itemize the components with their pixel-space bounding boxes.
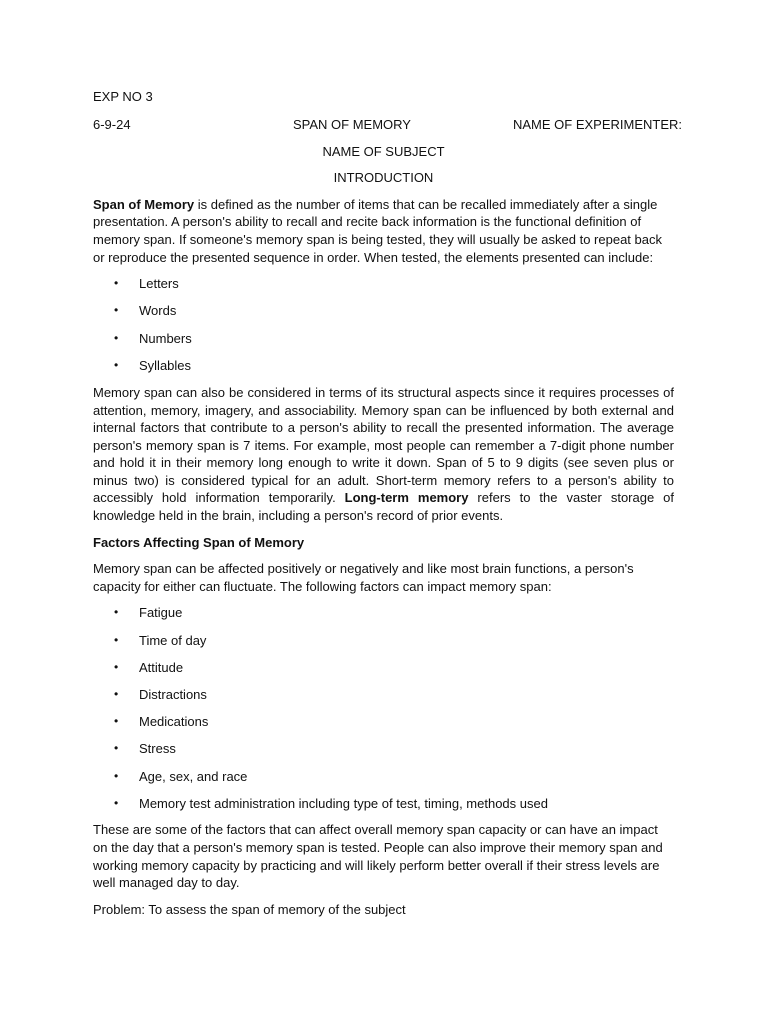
experiment-date: 6-9-24 xyxy=(93,116,131,132)
experimenter-label: NAME OF EXPERIMENTER: xyxy=(513,116,683,132)
intro-text: is defined as the number of items that can be recalled immediately after a single presentation. A person's ability to recall and recite back information is the functional definition of memory span. If someone's memory span is being tested, they will usually be asked to repeat back or reproduce the presented sequence in order. When tested, the elements presented can include: xyxy=(93,196,662,265)
list-item: • Numbers xyxy=(93,330,674,348)
list-item: • Memory test administration including type of test, timing, methods used xyxy=(93,795,674,813)
list-item: • Letters xyxy=(93,275,674,293)
experiment-number: EXP NO 3 xyxy=(93,89,153,104)
document-title: SPAN OF MEMORY xyxy=(293,116,411,132)
problem-statement: Problem: To assess the span of memory of the subject xyxy=(93,901,406,917)
intro-paragraph xyxy=(93,196,674,266)
intro-bold-lead: Span of Memory xyxy=(93,196,195,212)
header-row xyxy=(93,116,683,134)
factors-heading: Factors Affecting Span of Memory xyxy=(93,534,305,550)
conclusion-paragraph: These are some of the factors that can affect overall memory span capacity or can have an impact on the day that a person's memory span is tested. People can also improve their memory span and working memory capacity by practicing and will likely perform better overall if their stress levels are well managed day to day. xyxy=(93,822,663,891)
list-item: • Syllables xyxy=(93,357,674,375)
structural-text-before: Memory span can also be considered in terms of its structural aspects since it requires processes of attention, memory, imagery, and associability. Memory span can be influenced by both external and internal factors that contribute to a person's ability to recall the presented information. The average person's memory span is 7 items. For example, most people can remember a 7-digit phone number and hold it in their memory long enough to write it down. Span of 5 to 9 digits (see seven plus or minus two) is considered typical for an adult. Short-term memory refers to a person's ability to accessibly hold information temporarily. xyxy=(93,384,674,506)
list-item: • Medications xyxy=(93,713,674,731)
factors-intro: Memory span can be affected positively or negatively and like most brain functions, a person's capacity for either can fluctuate. The following factors can impact memory span: xyxy=(93,561,634,594)
structural-text-after: refers to the vaster storage of knowledge held in the brain, including a person's record of prior events. xyxy=(93,490,674,524)
list-item: • Fatigue xyxy=(93,604,674,622)
list-item: • Attitude xyxy=(93,659,674,677)
list-item: • Time of day xyxy=(93,632,674,650)
list-item: • Distractions xyxy=(93,686,674,704)
list-item: • Words xyxy=(93,302,674,320)
list-item: • Age, sex, and race xyxy=(93,768,674,786)
structural-paragraph xyxy=(93,384,674,525)
list-item: • Stress xyxy=(93,740,674,758)
subject-label: NAME OF SUBJECT xyxy=(322,143,445,159)
long-term-memory-term: Long-term memory xyxy=(344,490,469,506)
document-page xyxy=(93,88,683,927)
factors-list xyxy=(93,604,674,812)
elements-list xyxy=(93,275,674,374)
introduction-heading: INTRODUCTION xyxy=(333,170,434,186)
